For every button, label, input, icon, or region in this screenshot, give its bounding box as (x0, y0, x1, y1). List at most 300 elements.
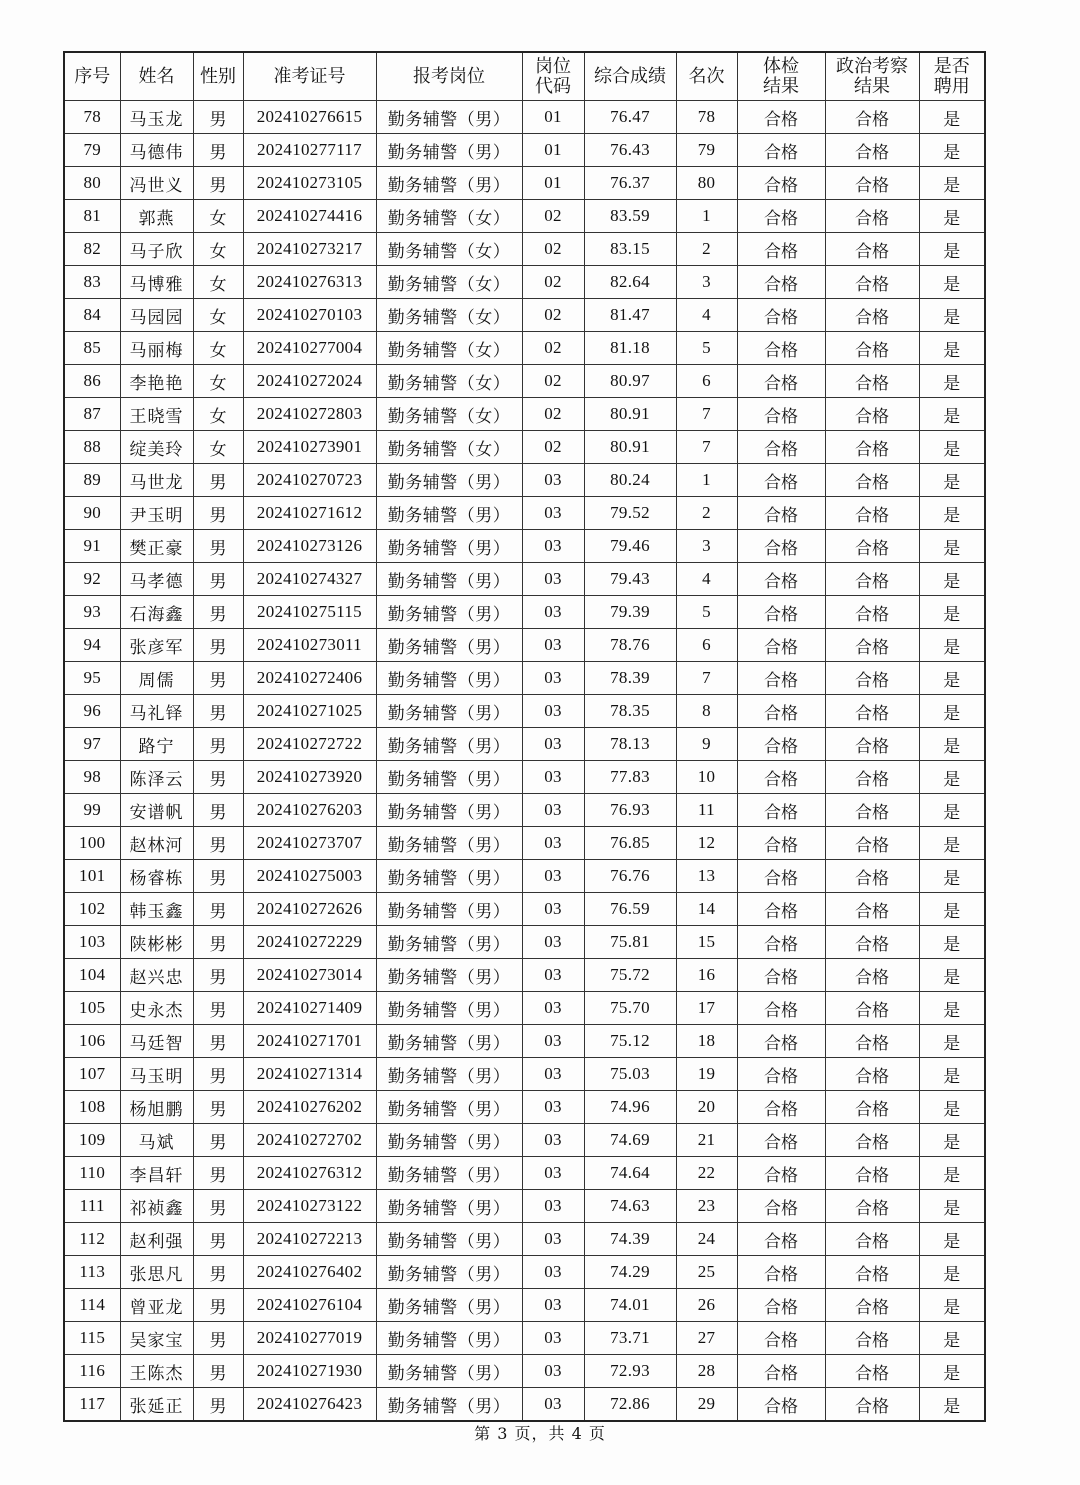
cell-hired: 是 (919, 860, 985, 893)
cell-post-code: 03 (522, 893, 584, 926)
cell-post-code: 03 (522, 1190, 584, 1223)
cell-political: 合格 (825, 728, 919, 761)
cell-ticket: 202410273122 (243, 1190, 376, 1223)
cell-ticket: 202410271701 (243, 1025, 376, 1058)
cell-score: 76.43 (584, 134, 676, 167)
cell-rank: 25 (676, 1256, 737, 1289)
cell-physical: 合格 (737, 596, 825, 629)
cell-rank: 13 (676, 860, 737, 893)
table-row (64, 860, 985, 893)
cell-rank: 78 (676, 101, 737, 134)
cell-name: 张延正 (120, 1388, 193, 1422)
cell-post: 勤务辅警（女） (376, 398, 522, 431)
cell-ticket: 202410276203 (243, 794, 376, 827)
cell-political: 合格 (825, 1322, 919, 1355)
header-score: 综合成绩 (584, 52, 676, 101)
cell-rank: 26 (676, 1289, 737, 1322)
cell-political: 合格 (825, 1157, 919, 1190)
cell-political: 合格 (825, 860, 919, 893)
cell-name: 马孝德 (120, 563, 193, 596)
cell-seq: 80 (64, 167, 120, 200)
cell-score: 76.59 (584, 893, 676, 926)
cell-political: 合格 (825, 134, 919, 167)
cell-post-code: 03 (522, 1289, 584, 1322)
cell-score: 78.13 (584, 728, 676, 761)
cell-ticket: 202410271612 (243, 497, 376, 530)
table-row (64, 101, 985, 134)
table-row (64, 497, 985, 530)
cell-gender: 男 (193, 728, 243, 761)
cell-political: 合格 (825, 827, 919, 860)
cell-gender: 男 (193, 1190, 243, 1223)
cell-post-code: 02 (522, 332, 584, 365)
cell-seq: 91 (64, 530, 120, 563)
cell-gender: 男 (193, 167, 243, 200)
cell-post-code: 03 (522, 1355, 584, 1388)
cell-ticket: 202410271025 (243, 695, 376, 728)
cell-score: 80.24 (584, 464, 676, 497)
cell-rank: 15 (676, 926, 737, 959)
table-row (64, 893, 985, 926)
cell-name: 李昌轩 (120, 1157, 193, 1190)
cell-hired: 是 (919, 794, 985, 827)
cell-political: 合格 (825, 1190, 919, 1223)
cell-physical: 合格 (737, 860, 825, 893)
cell-rank: 27 (676, 1322, 737, 1355)
cell-ticket: 202410273217 (243, 233, 376, 266)
cell-post-code: 03 (522, 959, 584, 992)
cell-gender: 男 (193, 464, 243, 497)
cell-post-code: 03 (522, 563, 584, 596)
cell-ticket: 202410274327 (243, 563, 376, 596)
cell-seq: 78 (64, 101, 120, 134)
cell-gender: 女 (193, 299, 243, 332)
cell-hired: 是 (919, 266, 985, 299)
cell-ticket: 202410271409 (243, 992, 376, 1025)
cell-post: 勤务辅警（男） (376, 827, 522, 860)
cell-name: 马世龙 (120, 464, 193, 497)
cell-name: 杨睿栋 (120, 860, 193, 893)
cell-gender: 男 (193, 695, 243, 728)
cell-rank: 21 (676, 1124, 737, 1157)
table-row (64, 728, 985, 761)
table-row (64, 761, 985, 794)
header-physical (737, 52, 825, 101)
cell-ticket: 202410273105 (243, 167, 376, 200)
table-row (64, 794, 985, 827)
cell-score: 82.64 (584, 266, 676, 299)
cell-gender: 男 (193, 1058, 243, 1091)
cell-political: 合格 (825, 299, 919, 332)
cell-post-code: 02 (522, 233, 584, 266)
header-political (825, 52, 919, 101)
cell-rank: 29 (676, 1388, 737, 1422)
cell-physical: 合格 (737, 629, 825, 662)
cell-ticket: 202410276202 (243, 1091, 376, 1124)
cell-post: 勤务辅警（男） (376, 992, 522, 1025)
table-row (64, 1124, 985, 1157)
cell-seq: 103 (64, 926, 120, 959)
cell-gender: 男 (193, 761, 243, 794)
cell-rank: 10 (676, 761, 737, 794)
cell-post-code: 03 (522, 827, 584, 860)
cell-gender: 男 (193, 860, 243, 893)
cell-post-code: 01 (522, 134, 584, 167)
cell-political: 合格 (825, 926, 919, 959)
cell-physical: 合格 (737, 728, 825, 761)
cell-physical: 合格 (737, 1025, 825, 1058)
cell-ticket: 202410273901 (243, 431, 376, 464)
cell-post-code: 03 (522, 728, 584, 761)
cell-score: 79.46 (584, 530, 676, 563)
cell-hired: 是 (919, 827, 985, 860)
cell-ticket: 202410274416 (243, 200, 376, 233)
cell-political: 合格 (825, 464, 919, 497)
cell-name: 马博雅 (120, 266, 193, 299)
cell-ticket: 202410272803 (243, 398, 376, 431)
cell-post: 勤务辅警（男） (376, 761, 522, 794)
cell-post: 勤务辅警（女） (376, 200, 522, 233)
cell-physical: 合格 (737, 1289, 825, 1322)
cell-gender: 男 (193, 827, 243, 860)
cell-score: 79.43 (584, 563, 676, 596)
header-rank: 名次 (676, 52, 737, 101)
cell-political: 合格 (825, 1289, 919, 1322)
results-table (63, 51, 986, 1422)
cell-hired: 是 (919, 761, 985, 794)
cell-seq: 98 (64, 761, 120, 794)
cell-post-code: 03 (522, 1157, 584, 1190)
cell-rank: 28 (676, 1355, 737, 1388)
cell-score: 78.35 (584, 695, 676, 728)
cell-political: 合格 (825, 101, 919, 134)
cell-ticket: 202410276615 (243, 101, 376, 134)
cell-post-code: 02 (522, 266, 584, 299)
table-row (64, 1157, 985, 1190)
cell-ticket: 202410271314 (243, 1058, 376, 1091)
table-row (64, 365, 985, 398)
cell-political: 合格 (825, 662, 919, 695)
table-row (64, 134, 985, 167)
cell-score: 74.29 (584, 1256, 676, 1289)
cell-seq: 88 (64, 431, 120, 464)
cell-seq: 105 (64, 992, 120, 1025)
cell-name: 赵林河 (120, 827, 193, 860)
cell-political: 合格 (825, 1025, 919, 1058)
cell-hired: 是 (919, 926, 985, 959)
cell-hired: 是 (919, 1058, 985, 1091)
cell-physical: 合格 (737, 398, 825, 431)
cell-post: 勤务辅警（男） (376, 101, 522, 134)
cell-gender: 男 (193, 596, 243, 629)
cell-physical: 合格 (737, 299, 825, 332)
cell-hired: 是 (919, 497, 985, 530)
cell-political: 合格 (825, 530, 919, 563)
cell-political: 合格 (825, 1223, 919, 1256)
cell-score: 83.15 (584, 233, 676, 266)
cell-name: 张思凡 (120, 1256, 193, 1289)
cell-gender: 男 (193, 1256, 243, 1289)
cell-physical: 合格 (737, 101, 825, 134)
table-row (64, 233, 985, 266)
cell-name: 马斌 (120, 1124, 193, 1157)
cell-name: 周儒 (120, 662, 193, 695)
cell-gender: 女 (193, 266, 243, 299)
cell-name: 马礼铎 (120, 695, 193, 728)
cell-seq: 117 (64, 1388, 120, 1422)
cell-gender: 男 (193, 134, 243, 167)
cell-physical: 合格 (737, 794, 825, 827)
cell-hired: 是 (919, 101, 985, 134)
cell-gender: 男 (193, 1388, 243, 1422)
cell-ticket: 202410273126 (243, 530, 376, 563)
cell-post-code: 01 (522, 167, 584, 200)
cell-score: 73.71 (584, 1322, 676, 1355)
table-row (64, 431, 985, 464)
cell-score: 81.18 (584, 332, 676, 365)
cell-rank: 9 (676, 728, 737, 761)
cell-political: 合格 (825, 497, 919, 530)
cell-physical: 合格 (737, 992, 825, 1025)
cell-ticket: 202410272024 (243, 365, 376, 398)
cell-physical: 合格 (737, 1190, 825, 1223)
header-political-line2: 结果 (854, 75, 890, 97)
cell-seq: 100 (64, 827, 120, 860)
cell-political: 合格 (825, 1355, 919, 1388)
cell-post: 勤务辅警（男） (376, 662, 522, 695)
cell-score: 72.93 (584, 1355, 676, 1388)
cell-post-code: 03 (522, 860, 584, 893)
cell-score: 75.03 (584, 1058, 676, 1091)
cell-score: 77.83 (584, 761, 676, 794)
cell-post: 勤务辅警（男） (376, 926, 522, 959)
cell-hired: 是 (919, 167, 985, 200)
table-row (64, 695, 985, 728)
cell-political: 合格 (825, 992, 919, 1025)
cell-gender: 女 (193, 200, 243, 233)
cell-hired: 是 (919, 1091, 985, 1124)
cell-name: 陕彬彬 (120, 926, 193, 959)
cell-political: 合格 (825, 629, 919, 662)
table-body (64, 101, 985, 1422)
cell-name: 马廷智 (120, 1025, 193, 1058)
cell-score: 74.63 (584, 1190, 676, 1223)
cell-seq: 84 (64, 299, 120, 332)
cell-seq: 85 (64, 332, 120, 365)
cell-post: 勤务辅警（女） (376, 299, 522, 332)
cell-post-code: 03 (522, 497, 584, 530)
page-footer (0, 1421, 1080, 1444)
cell-physical: 合格 (737, 134, 825, 167)
cell-post: 勤务辅警（男） (376, 794, 522, 827)
cell-physical: 合格 (737, 1091, 825, 1124)
table-row (64, 299, 985, 332)
cell-score: 74.01 (584, 1289, 676, 1322)
cell-name: 吴家宝 (120, 1322, 193, 1355)
table-row (64, 332, 985, 365)
cell-hired: 是 (919, 299, 985, 332)
cell-seq: 96 (64, 695, 120, 728)
cell-ticket: 202410275115 (243, 596, 376, 629)
cell-name: 马玉明 (120, 1058, 193, 1091)
cell-post: 勤务辅警（男） (376, 629, 522, 662)
cell-ticket: 202410277004 (243, 332, 376, 365)
cell-hired: 是 (919, 1223, 985, 1256)
cell-post-code: 03 (522, 992, 584, 1025)
cell-post-code: 03 (522, 695, 584, 728)
cell-name: 郭燕 (120, 200, 193, 233)
cell-physical: 合格 (737, 233, 825, 266)
cell-post: 勤务辅警（男） (376, 1223, 522, 1256)
cell-post: 勤务辅警（男） (376, 1190, 522, 1223)
cell-physical: 合格 (737, 497, 825, 530)
cell-post: 勤务辅警（女） (376, 332, 522, 365)
cell-seq: 102 (64, 893, 120, 926)
cell-hired: 是 (919, 200, 985, 233)
cell-post: 勤务辅警（男） (376, 596, 522, 629)
cell-seq: 90 (64, 497, 120, 530)
cell-hired: 是 (919, 1322, 985, 1355)
cell-name: 韩玉鑫 (120, 893, 193, 926)
cell-post-code: 03 (522, 926, 584, 959)
cell-gender: 女 (193, 233, 243, 266)
table-row (64, 1388, 985, 1422)
cell-gender: 男 (193, 530, 243, 563)
cell-score: 78.76 (584, 629, 676, 662)
cell-rank: 16 (676, 959, 737, 992)
cell-post: 勤务辅警（女） (376, 431, 522, 464)
cell-rank: 5 (676, 596, 737, 629)
header-post-code-line1: 岗位 (535, 55, 571, 77)
cell-gender: 男 (193, 101, 243, 134)
cell-score: 78.39 (584, 662, 676, 695)
cell-name: 李艳艳 (120, 365, 193, 398)
table-row (64, 1322, 985, 1355)
cell-political: 合格 (825, 167, 919, 200)
cell-rank: 6 (676, 629, 737, 662)
cell-post-code: 03 (522, 596, 584, 629)
cell-hired: 是 (919, 464, 985, 497)
header-hired-line2: 聘用 (933, 75, 970, 97)
cell-hired: 是 (919, 1157, 985, 1190)
cell-score: 75.12 (584, 1025, 676, 1058)
cell-post: 勤务辅警（男） (376, 1124, 522, 1157)
cell-post: 勤务辅警（男） (376, 1025, 522, 1058)
cell-post: 勤务辅警（女） (376, 233, 522, 266)
cell-physical: 合格 (737, 662, 825, 695)
cell-score: 75.70 (584, 992, 676, 1025)
cell-name: 冯世义 (120, 167, 193, 200)
cell-name: 祁祯鑫 (120, 1190, 193, 1223)
cell-seq: 114 (64, 1289, 120, 1322)
cell-post-code: 02 (522, 398, 584, 431)
table-row (64, 398, 985, 431)
cell-rank: 8 (676, 695, 737, 728)
cell-gender: 男 (193, 926, 243, 959)
cell-hired: 是 (919, 365, 985, 398)
cell-hired: 是 (919, 1388, 985, 1422)
cell-seq: 97 (64, 728, 120, 761)
cell-hired: 是 (919, 1025, 985, 1058)
cell-hired: 是 (919, 398, 985, 431)
cell-post-code: 02 (522, 365, 584, 398)
cell-seq: 111 (64, 1190, 120, 1223)
cell-political: 合格 (825, 1256, 919, 1289)
cell-hired: 是 (919, 959, 985, 992)
cell-seq: 113 (64, 1256, 120, 1289)
cell-ticket: 202410276312 (243, 1157, 376, 1190)
cell-score: 79.39 (584, 596, 676, 629)
cell-rank: 19 (676, 1058, 737, 1091)
cell-gender: 男 (193, 1223, 243, 1256)
cell-political: 合格 (825, 233, 919, 266)
cell-post: 勤务辅警（男） (376, 1157, 522, 1190)
cell-physical: 合格 (737, 167, 825, 200)
cell-name: 绽美玲 (120, 431, 193, 464)
cell-post-code: 02 (522, 200, 584, 233)
cell-name: 史永杰 (120, 992, 193, 1025)
cell-physical: 合格 (737, 1355, 825, 1388)
cell-name: 马子欣 (120, 233, 193, 266)
cell-name: 路宁 (120, 728, 193, 761)
cell-rank: 7 (676, 398, 737, 431)
cell-post: 勤务辅警（男） (376, 1355, 522, 1388)
cell-post-code: 02 (522, 299, 584, 332)
cell-rank: 18 (676, 1025, 737, 1058)
header-hired (919, 52, 985, 101)
cell-hired: 是 (919, 893, 985, 926)
cell-seq: 83 (64, 266, 120, 299)
cell-gender: 男 (193, 1025, 243, 1058)
cell-post-code: 03 (522, 794, 584, 827)
cell-political: 合格 (825, 761, 919, 794)
cell-gender: 男 (193, 959, 243, 992)
cell-gender: 男 (193, 1289, 243, 1322)
cell-score: 74.69 (584, 1124, 676, 1157)
cell-political: 合格 (825, 266, 919, 299)
cell-score: 80.97 (584, 365, 676, 398)
cell-ticket: 202410271930 (243, 1355, 376, 1388)
cell-rank: 22 (676, 1157, 737, 1190)
cell-hired: 是 (919, 1124, 985, 1157)
cell-post: 勤务辅警（男） (376, 497, 522, 530)
cell-name: 樊正豪 (120, 530, 193, 563)
table-row (64, 1355, 985, 1388)
cell-seq: 89 (64, 464, 120, 497)
cell-hired: 是 (919, 1256, 985, 1289)
cell-gender: 女 (193, 332, 243, 365)
cell-post-code: 03 (522, 1388, 584, 1422)
cell-post-code: 03 (522, 1025, 584, 1058)
cell-rank: 7 (676, 662, 737, 695)
cell-gender: 男 (193, 497, 243, 530)
table-row (64, 959, 985, 992)
cell-seq: 115 (64, 1322, 120, 1355)
cell-post-code: 03 (522, 1322, 584, 1355)
cell-score: 74.64 (584, 1157, 676, 1190)
cell-gender: 男 (193, 1355, 243, 1388)
table-row (64, 1025, 985, 1058)
cell-political: 合格 (825, 398, 919, 431)
cell-name: 王晓雪 (120, 398, 193, 431)
cell-political: 合格 (825, 959, 919, 992)
cell-rank: 4 (676, 299, 737, 332)
cell-political: 合格 (825, 893, 919, 926)
table-row (64, 596, 985, 629)
table-row (64, 662, 985, 695)
cell-seq: 81 (64, 200, 120, 233)
header-political-line1: 政治考察 (836, 55, 908, 77)
